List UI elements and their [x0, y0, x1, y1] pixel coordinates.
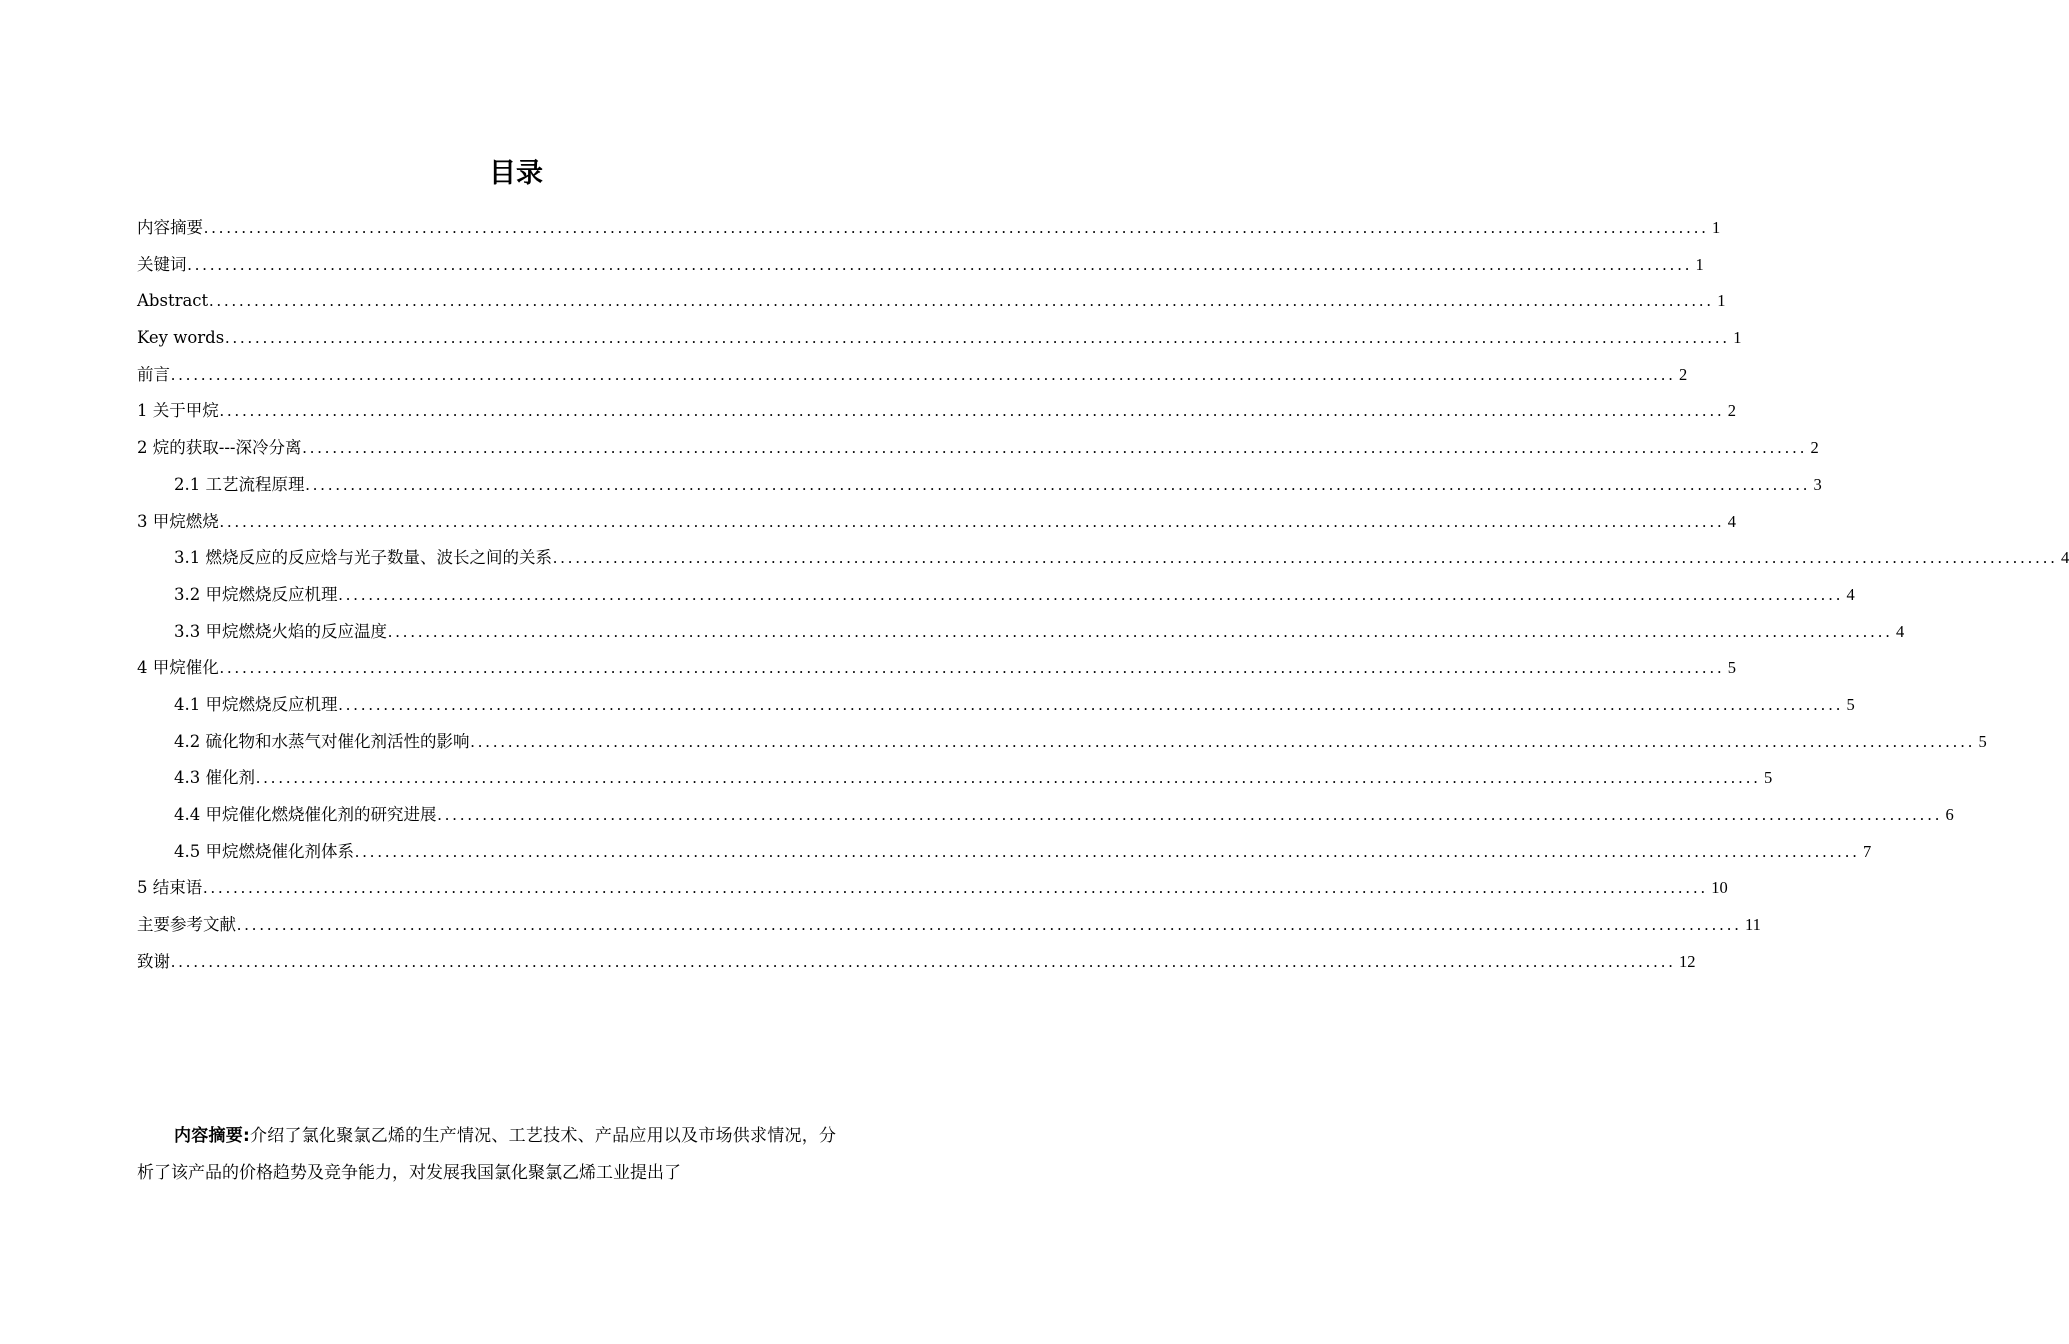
toc-entry[interactable]	[137, 283, 1726, 320]
toc-entry-page-number: 1	[1695, 254, 1704, 274]
toc-dot-leader: ........................................................................................................................................................................................................	[338, 694, 1844, 714]
toc-title: 目录	[489, 158, 543, 189]
toc-dot-leader: ........................................................................................................................................................................................................	[219, 401, 1725, 421]
toc-dot-leader: ........................................................................................................................................................................................................	[338, 584, 1844, 604]
toc-dot-leader: ........................................................................................................................................................................................................	[355, 841, 1860, 861]
toc-entry-page-number: 4	[1727, 511, 1736, 531]
abstract-paragraph	[137, 1118, 836, 1192]
toc-entry[interactable]	[137, 210, 1721, 247]
toc-entry[interactable]	[137, 760, 1773, 797]
toc-entry-page-number: 5	[1846, 694, 1855, 714]
toc-entry[interactable]	[137, 577, 1855, 614]
toc-dot-leader: ........................................................................................................................................................................................................	[437, 805, 1943, 824]
toc-dot-leader: ........................................................................................................................................................................................................	[219, 658, 1725, 678]
toc-entry-page-number: 1	[1733, 328, 1742, 348]
toc-dot-leader: ........................................................................................................................................................................................................	[187, 254, 1693, 274]
toc-entry-label: 1 关于甲烷	[137, 401, 219, 421]
toc-entry-label: 4.2 硫化物和水蒸气对催化剂活性的影响	[174, 731, 470, 751]
toc-dot-leader: ........................................................................................................................................................................................................	[203, 878, 1709, 898]
toc-entry-label: 3.3 甲烷燃烧火焰的反应温度	[174, 621, 387, 641]
toc-entry-page-number: 7	[1863, 841, 1872, 861]
toc-entry-label: 3.1 燃烧反应的反应焓与光子数量、波长之间的关系	[174, 548, 552, 568]
toc-entry[interactable]	[137, 870, 1728, 907]
toc-dot-leader: ........................................................................................................................................................................................................	[171, 951, 1676, 971]
toc-entry[interactable]	[137, 614, 1905, 651]
toc-entry[interactable]	[137, 357, 1688, 394]
toc-entry[interactable]	[137, 797, 1954, 834]
toc-entry[interactable]	[137, 650, 1736, 687]
toc-entry-page-number: 2	[1679, 364, 1688, 384]
toc-entry-label: 3 甲烷燃烧	[137, 511, 219, 531]
table-of-contents	[137, 210, 2069, 980]
toc-dot-leader: ........................................................................................................................................................................................................	[470, 731, 1976, 751]
toc-entry-page-number: 1	[1712, 218, 1721, 237]
toc-entry-page-number: 2	[1727, 401, 1736, 421]
toc-dot-leader: ........................................................................................................................................................................................................	[171, 364, 1676, 384]
toc-dot-leader: ........................................................................................................................................................................................................	[225, 328, 1731, 348]
toc-dot-leader: ........................................................................................................................................................................................................	[219, 511, 1725, 531]
toc-entry-label: 4.4 甲烷催化燃烧催化剂的研究进展	[174, 805, 437, 824]
toc-dot-leader: ........................................................................................................................................................................................................	[553, 548, 2058, 568]
toc-entry[interactable]	[137, 907, 1761, 944]
toc-dot-leader: ........................................................................................................................................................................................................	[237, 915, 1742, 935]
toc-entry-label: 3.2 甲烷燃烧反应机理	[174, 584, 338, 604]
toc-entry[interactable]	[137, 467, 1822, 504]
toc-entry-page-number: 11	[1745, 915, 1761, 935]
toc-entry-label: 关键词	[137, 254, 187, 274]
toc-entry[interactable]	[137, 504, 1736, 541]
toc-entry-label: 4.5 甲烷燃烧催化剂体系	[174, 841, 354, 861]
toc-entry-label: 前言	[137, 364, 170, 384]
toc-entry-page-number: 2	[1810, 438, 1819, 458]
toc-entry-page-number: 12	[1679, 951, 1696, 971]
toc-entry[interactable]	[137, 393, 1736, 430]
toc-entry-label: 4.3 催化剂	[174, 768, 255, 788]
toc-entry[interactable]	[137, 430, 1819, 467]
toc-entry-page-number: 6	[1945, 805, 1954, 824]
toc-entry-label: 2 烷的获取---深冷分离	[137, 438, 302, 458]
toc-entry-label: 5 结束语	[137, 878, 203, 898]
toc-entry[interactable]	[137, 540, 2069, 577]
toc-entry-page-number: 4	[2061, 548, 2069, 568]
toc-dot-leader: ........................................................................................................................................................................................................	[204, 218, 1709, 237]
abstract-text: 介绍了氯化聚氯乙烯的生产情况、工艺技术、产品应用以及市场供求情况，分析了该产品的价格趋势及竞争能力，对发展我国氯化聚氯乙烯工业提出了	[137, 1126, 836, 1183]
toc-dot-leader: ........................................................................................................................................................................................................	[209, 291, 1715, 311]
toc-entry-page-number: 5	[1764, 768, 1773, 788]
toc-entry[interactable]	[137, 687, 1855, 724]
toc-entry-page-number: 4	[1896, 621, 1905, 641]
toc-entry-label: 4.1 甲烷燃烧反应机理	[174, 694, 338, 714]
toc-entry-label: 内容摘要	[137, 218, 203, 237]
toc-entry-label: Key words	[137, 328, 225, 348]
toc-dot-leader: ........................................................................................................................................................................................................	[256, 768, 1761, 788]
toc-entry[interactable]	[137, 724, 1987, 761]
toc-entry-page-number: 3	[1813, 474, 1822, 494]
toc-entry-label: 2.1 工艺流程原理	[174, 474, 305, 494]
toc-entry-page-number: 4	[1846, 584, 1855, 604]
toc-entry-page-number: 1	[1717, 291, 1726, 311]
toc-entry-label: 4 甲烷催化	[137, 658, 219, 678]
toc-entry[interactable]	[137, 320, 1742, 357]
toc-dot-leader: ........................................................................................................................................................................................................	[302, 438, 1808, 458]
toc-entry[interactable]	[137, 834, 1872, 871]
abstract-label: 内容摘要:	[174, 1126, 250, 1146]
toc-entry[interactable]	[137, 944, 1696, 981]
toc-entry[interactable]	[137, 247, 1704, 284]
toc-dot-leader: ........................................................................................................................................................................................................	[305, 474, 1811, 494]
toc-entry-page-number: 10	[1711, 878, 1728, 898]
toc-entry-page-number: 5	[1727, 658, 1736, 678]
toc-dot-leader: ........................................................................................................................................................................................................	[388, 621, 1893, 641]
toc-entry-label: Abstract	[137, 291, 209, 311]
toc-entry-label: 主要参考文献	[137, 915, 236, 935]
toc-entry-page-number: 5	[1978, 731, 1987, 751]
toc-entry-label: 致谢	[137, 951, 170, 971]
